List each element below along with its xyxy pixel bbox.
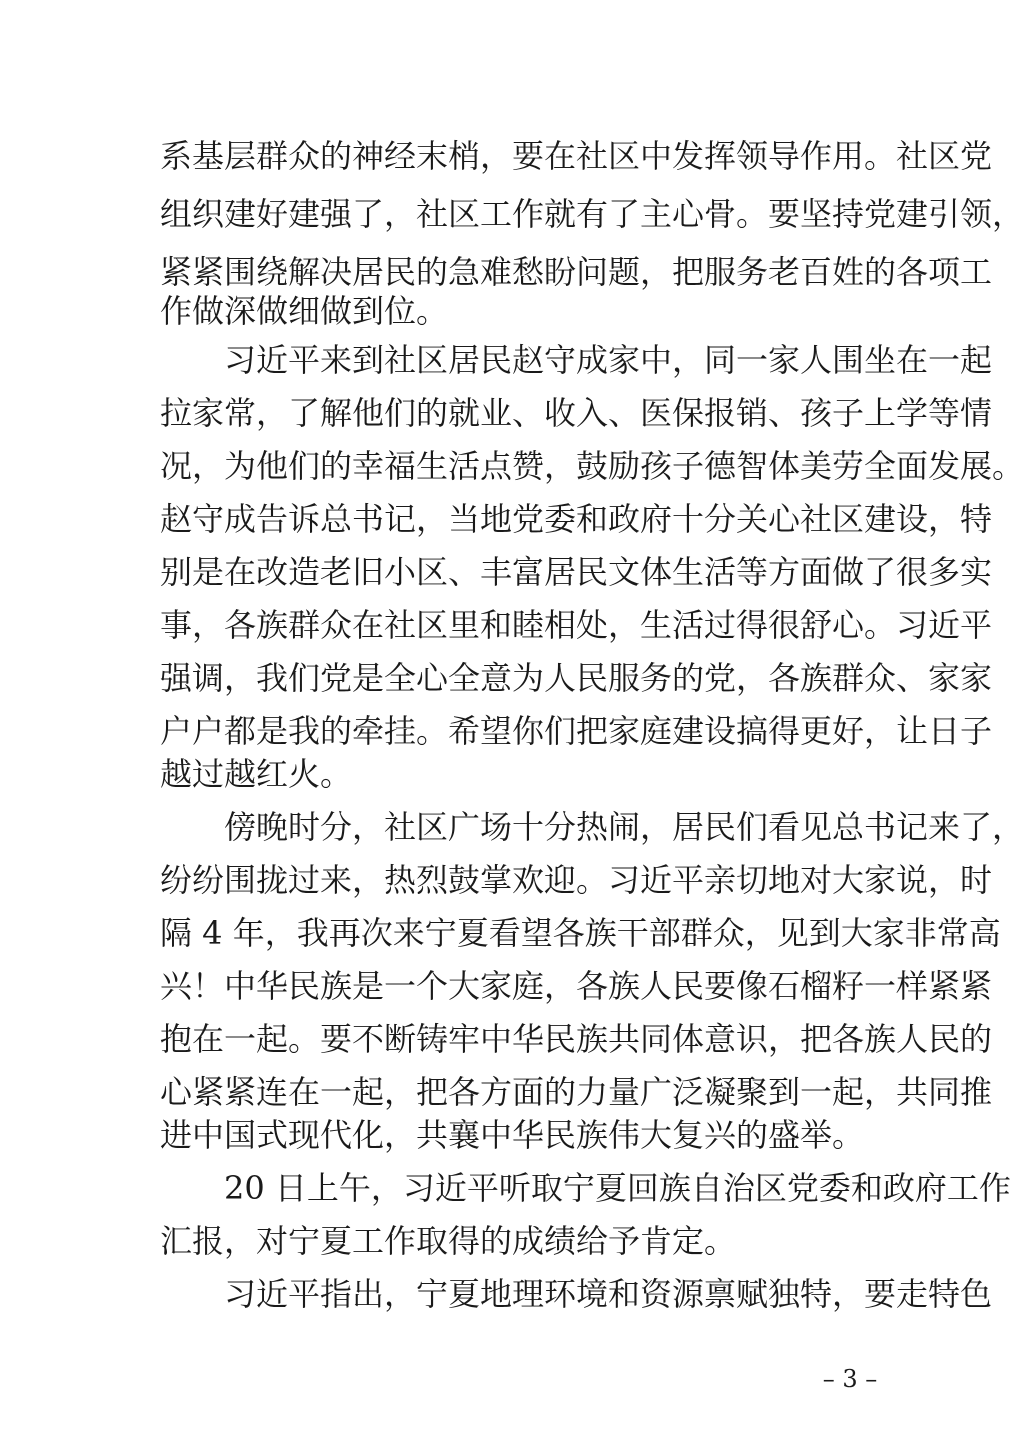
text-line: 作做深做细做到位。 bbox=[160, 292, 449, 330]
text-line: 越过越红火。 bbox=[160, 755, 353, 793]
paragraph-first-line: 习近平来到社区居民赵守成家中，同一家人围坐在一起 bbox=[224, 341, 993, 379]
text-line: 赵守成告诉总书记，当地党委和政府十分关心社区建设，特 bbox=[160, 500, 993, 538]
text-line: 事，各族群众在社区里和睦相处，生活过得很舒心。习近平 bbox=[160, 606, 993, 644]
text-line: 拉家常，了解他们的就业、收入、医保报销、孩子上学等情 bbox=[160, 394, 993, 432]
text-line: 进中国式现代化，共襄中华民族伟大复兴的盛举。 bbox=[160, 1116, 865, 1154]
text-line: 汇报，对宁夏工作取得的成绩给予肯定。 bbox=[160, 1222, 737, 1260]
paragraph-first-line: 傍晚时分，社区广场十分热闹，居民们看见总书记来了， bbox=[224, 808, 1024, 846]
text-line: 紧紧围绕解决居民的急难愁盼问题，把服务老百姓的各项工 bbox=[160, 253, 993, 291]
text-line: 别是在改造老旧小区、丰富居民文体生活等方面做了很多实 bbox=[160, 553, 993, 591]
text-line: 心紧紧连在一起，把各方面的力量广泛凝聚到一起，共同推 bbox=[160, 1073, 993, 1111]
text-line: 抱在一起。要不断铸牢中华民族共同体意识，把各族人民的 bbox=[160, 1020, 993, 1058]
text-line: 系基层群众的神经末梢，要在社区中发挥领导作用。社区党 bbox=[160, 137, 993, 175]
text-line: 兴！中华民族是一个大家庭，各族人民要像石榴籽一样紧紧 bbox=[160, 967, 993, 1005]
page-number: – 3 – bbox=[822, 1365, 878, 1393]
paragraph-first-line: 20 日上午，习近平听取宁夏回族自治区党委和政府工作 bbox=[224, 1169, 1011, 1207]
text-line: 隔 4 年，我再次来宁夏看望各族干部群众，见到大家非常高 bbox=[160, 914, 1001, 952]
text-line: 户户都是我的牵挂。希望你们把家庭建设搞得更好，让日子 bbox=[160, 712, 993, 750]
text-line: 组织建好建强了，社区工作就有了主心骨。要坚持党建引领， bbox=[160, 195, 1024, 233]
text-line: 强调，我们党是全心全意为人民服务的党，各族群众、家家 bbox=[160, 659, 993, 697]
paragraph-first-line: 习近平指出，宁夏地理环境和资源禀赋独特，要走特色 bbox=[224, 1275, 993, 1313]
text-line: 纷纷围拢过来，热烈鼓掌欢迎。习近平亲切地对大家说，时 bbox=[160, 861, 993, 899]
text-line: 况，为他们的幸福生活点赞，鼓励孩子德智体美劳全面发展。 bbox=[160, 447, 1024, 485]
